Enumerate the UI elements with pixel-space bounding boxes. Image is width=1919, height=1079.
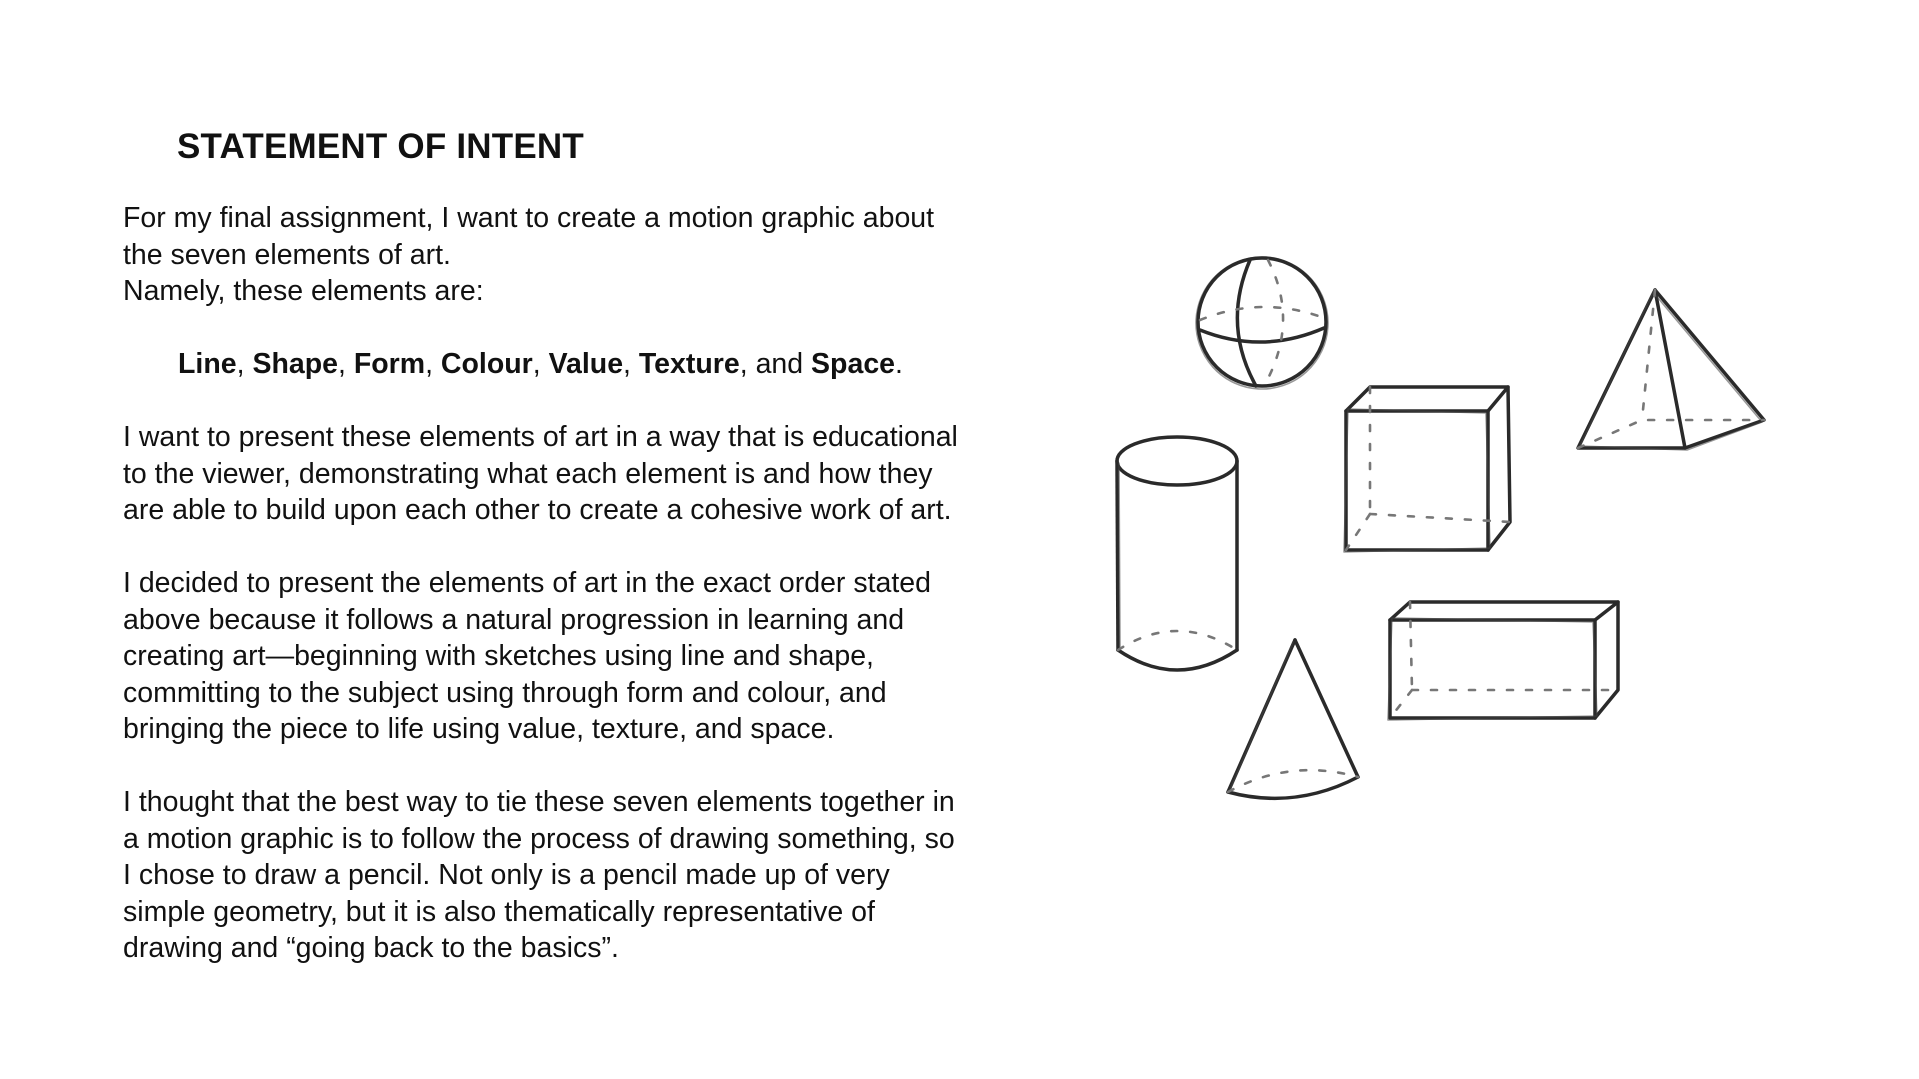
pyramid-icon	[1578, 290, 1764, 450]
cone-icon	[1228, 640, 1358, 798]
geometric-shapes-sketch	[1100, 250, 1780, 830]
element-line: Line	[178, 348, 237, 380]
element-shape: Shape	[252, 348, 338, 380]
page-title: STATEMENT OF INTENT	[177, 127, 584, 166]
body-text	[123, 200, 1063, 967]
paragraph-3: I thought that the best way to tie these seven elements together in a motion graphic is to follow the process of drawing something, so I chose to draw a pencil. Not only is a pencil made up of very simple geometry, but it is also thematically representative of drawing and “going back to the basics”.	[123, 786, 955, 964]
cube-icon	[1344, 387, 1510, 552]
elements-list: Line, Shape, Form, Colour, Value, Texture, and Space.	[178, 348, 903, 380]
rectangular-prism-icon	[1388, 602, 1618, 720]
intro-line: the seven elements of art.	[123, 238, 451, 271]
element-texture: Texture	[638, 348, 740, 380]
element-space: Space	[811, 348, 896, 380]
sphere-icon	[1193, 254, 1332, 393]
cylinder-icon	[1117, 437, 1237, 670]
element-colour: Colour	[440, 348, 533, 380]
intro-line: For my final assignment, I want to create a motion graphic about	[123, 202, 935, 234]
paragraph-2: I decided to present the elements of art in the exact order stated above because it follows a natural progression in learning and creating art—beginning with sketches using line and shape, committing to the subject using through form and colour, and bringing the piece to life using value, texture, and space.	[123, 567, 931, 745]
element-form: Form	[353, 348, 426, 380]
paragraph-1: I want to present these elements of art in a way that is educational to the viewer, demonstrating what each element is and how they are able to build upon each other to create a cohesive work of art.	[123, 421, 958, 526]
intro-line: Namely, these elements are:	[123, 275, 484, 307]
element-value: Value	[548, 348, 624, 380]
